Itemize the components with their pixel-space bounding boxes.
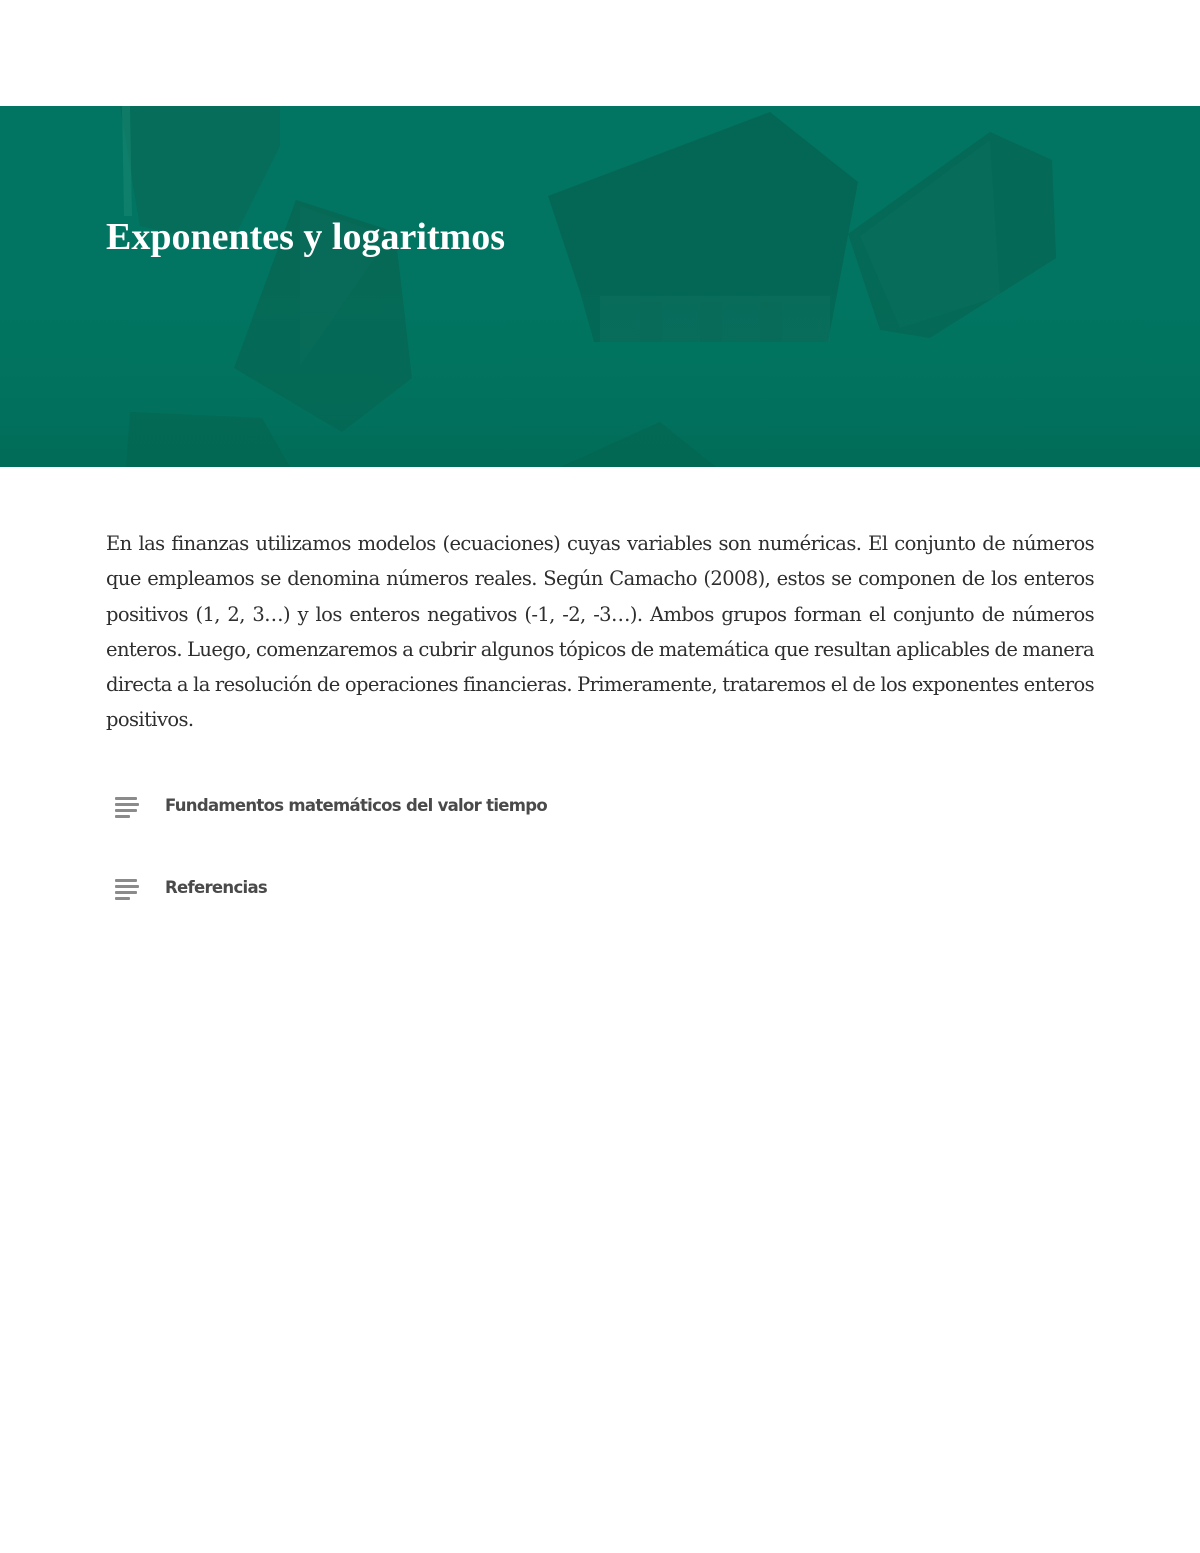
hero-background-shapes (0, 106, 1200, 467)
page-title: Exponentes y logaritmos (106, 216, 505, 258)
intro-paragraph: En las finanzas utilizamos modelos (ecuaciones) cuyas variables son numéricas. El conjunto de números que empleamos se denomina números reales. Según Camacho (2008), estos se componen de los enteros positivos (1, 2, 3…) y los enteros negativos (-1, -2, -3…). Ambos grupos forman el conjunto de números enteros. Luego, comenzaremos a cubrir algunos tópicos de matemática que resultan aplicables de manera directa a la resolución de operaciones financieras. Primeramente, trataremos el de los exponentes enteros positivos. (106, 532, 1094, 732)
hero-banner (0, 106, 1200, 467)
text-lines-icon (115, 879, 139, 899)
lesson-item-label: Fundamentos matemáticos del valor tiempo (165, 796, 548, 815)
text-lines-icon (115, 797, 139, 817)
lesson-list (106, 780, 1094, 944)
lesson-item-label: Referencias (165, 878, 268, 897)
lesson-item-fundamentos[interactable] (106, 780, 1094, 836)
lesson-item-referencias[interactable] (106, 862, 1094, 918)
